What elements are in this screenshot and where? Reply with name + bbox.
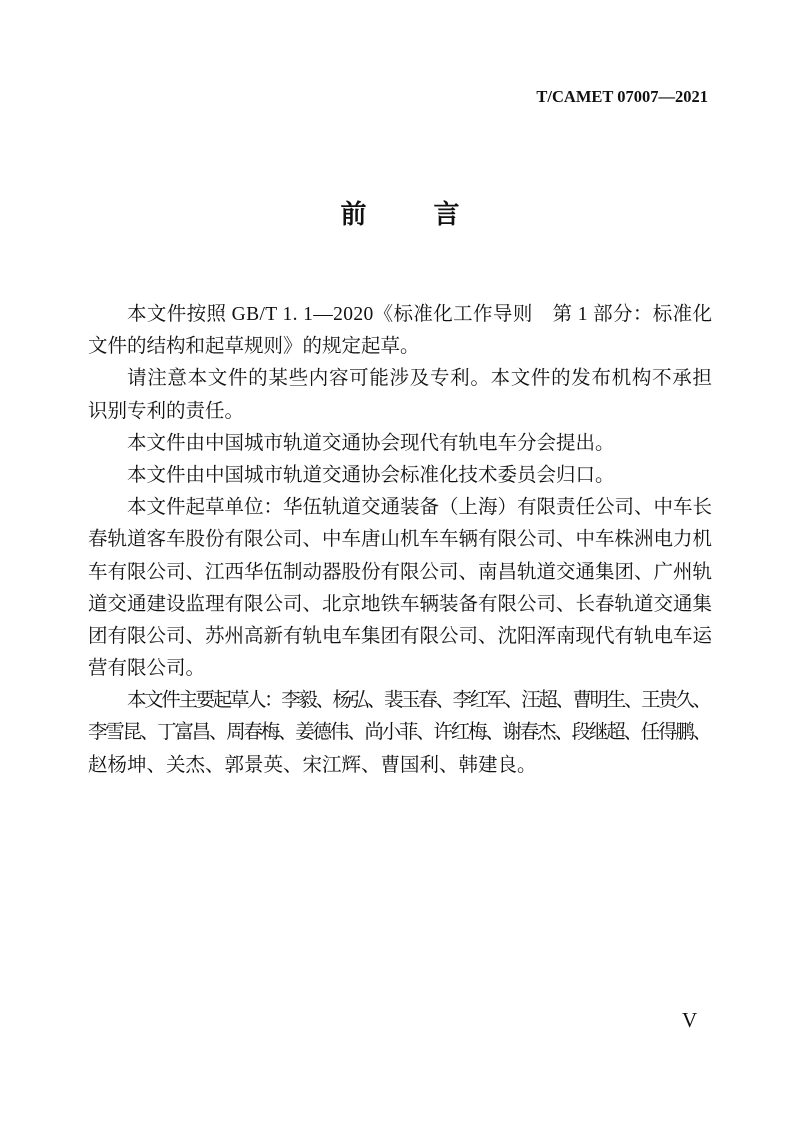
text-line <box>88 460 712 492</box>
text-line <box>88 492 712 524</box>
text-line <box>88 299 712 331</box>
paragraph-drafting-units <box>88 492 712 685</box>
paragraph-main-drafters <box>88 685 712 782</box>
line-text: 李雪昆、丁富昌、周春梅、姜德伟、尚小菲、许红梅、谢春杰、段继超、任得鹏、 <box>88 722 710 744</box>
paragraph-patent-notice <box>88 363 712 427</box>
standard-number: T/CAMET 07007—2021 <box>536 87 708 106</box>
page-number: V <box>682 1008 698 1032</box>
text-line <box>88 589 712 621</box>
line-text: 识别专利的责任。 <box>88 400 245 422</box>
text-line <box>88 363 712 395</box>
text-line <box>88 331 712 363</box>
text-line <box>88 428 712 460</box>
paragraph-drafting-rules <box>88 299 712 363</box>
line-text: 请注意本文件的某些内容可能涉及专利。本文件的发布机构不承担 <box>127 368 713 390</box>
line-text: 本文件按照 GB/T 1. 1—2020《标准化工作导则 第 1 部分：标准化 <box>127 304 713 325</box>
line-text: 春轨道客车股份有限公司、中车唐山机车车辆有限公司、中车株洲电力机 <box>88 529 712 551</box>
text-line <box>88 524 712 556</box>
text-line <box>88 750 712 782</box>
line-text: 车有限公司、江西华伍制动器股份有限公司、南昌轨道交通集团、广州轨 <box>88 561 712 583</box>
line-text: 营有限公司。 <box>88 658 206 680</box>
document-body <box>88 299 712 782</box>
line-text: 本文件由中国城市轨道交通协会标准化技术委员会归口。 <box>127 464 615 486</box>
line-text: 道交通建设监理有限公司、北京地铁车辆装备有限公司、长春轨道交通集 <box>88 593 712 615</box>
line-text: 赵杨坤、关杰、郭景英、宋江辉、曹国利、韩建良。 <box>88 754 537 776</box>
section-title: 前 言 <box>340 200 465 230</box>
text-line <box>88 621 712 653</box>
text-line <box>88 685 712 717</box>
paragraph-technical-committee <box>88 460 712 492</box>
line-text: 本文件起草单位：华伍轨道交通装备（上海）有限责任公司、中车长 <box>127 497 712 519</box>
line-text: 本文件主要起草人：李毅、杨弘、裴玉春、李红军、汪超、曹明生、王贵久、 <box>127 690 710 712</box>
line-text: 团有限公司、苏州高新有轨电车集团有限公司、沈阳浑南现代有轨电车运 <box>88 625 712 647</box>
paragraph-proposer <box>88 428 712 460</box>
text-line <box>88 653 712 685</box>
text-line <box>88 717 712 749</box>
line-text: 本文件由中国城市轨道交通协会现代有轨电车分会提出。 <box>127 432 615 454</box>
line-text: 文件的结构和起草规则》的规定起草。 <box>88 336 420 358</box>
text-line <box>88 396 712 428</box>
text-line <box>88 557 712 589</box>
